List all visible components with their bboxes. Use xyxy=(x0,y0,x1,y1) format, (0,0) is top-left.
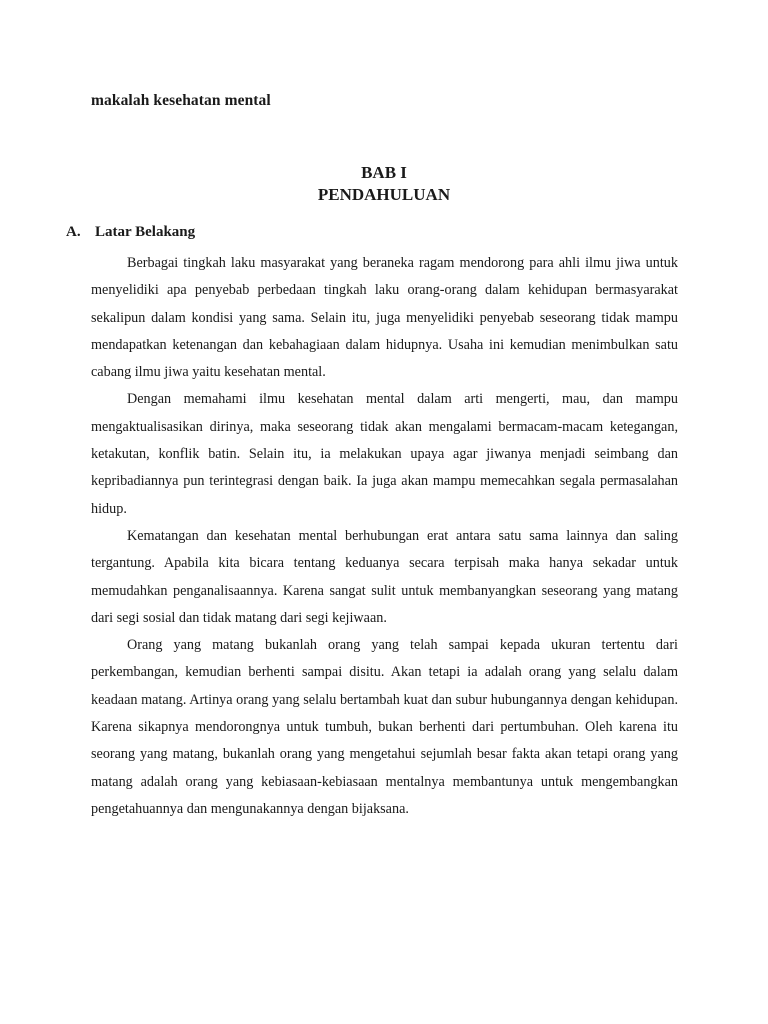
paragraph-2: Dengan memahami ilmu kesehatan mental dalam arti mengerti, mau, dan mampu mengaktualisasikan dirinya, maka seseorang tidak akan mengalami bermacam-macam ketegangan, ketakutan, konflik batin. Selain itu, ia melakukan upaya agar jiwanya menjadi seimbang dan kepribadiannya pun terintegrasi dengan baik. Ia juga akan mampu memecahkan segala permasalahan hidup. xyxy=(91,391,678,517)
document-title: makalah kesehatan mental xyxy=(91,92,271,109)
chapter-title: PENDAHULUAN xyxy=(317,185,451,204)
paragraph-1: Berbagai tingkah laku masyarakat yang beraneka ragam mendorong para ahli ilmu jiwa untuk menyelidiki apa penyebab perbedaan tingkah laku orang-orang dalam kehidupan bermasyarakat sekalipun dalam kondisi yang sama. Selain itu, juga menyelidiki penyebab seseorang tidak mampu mendapatkan ketenangan dan kebahagiaan dalam hidupnya. Usaha ini kemudian menimbulkan satu cabang ilmu jiwa yaitu kesehatan mental. xyxy=(91,255,678,381)
chapter-number: BAB I xyxy=(361,163,407,182)
section-letter: A. xyxy=(66,224,81,240)
section-title: Latar Belakang xyxy=(95,224,196,240)
paragraph-3: Kematangan dan kesehatan mental berhubungan erat antara satu sama lainnya dan saling tergantung. Apabila kita bicara tentang keduanya secara terpisah maka hanya sekadar untuk memudahkan penganalisaannya. Karena sangat sulit untuk membanyangkan seseorang yang matang dari segi sosial dan tidak matang dari segi kejiwaan. xyxy=(91,527,678,626)
paragraph-4: Orang yang matang bukanlah orang yang telah sampai kepada ukuran tertentu dari perkembangan, kemudian berhenti sampai disitu. Akan tetapi ia adalah orang yang selalu dalam keadaan matang. Artinya orang yang selalu bertambah kuat dan subur hubungannya dengan kehidupan. Karena sikapnya mendorongnya untuk tumbuh, bukan berhenti dari pertumbuhan. Oleh karena itu seorang yang matang, bukanlah orang yang mengetahui sejumlah besar fakta akan tetapi orang yang matang adalah orang yang kebiasaan-kebiasaan mentalnya membantunya untuk mengembangkan pengetahuannya dan mengunakannya dengan bijaksana. xyxy=(91,637,678,817)
body-text xyxy=(91,250,678,823)
section-heading xyxy=(66,224,195,241)
